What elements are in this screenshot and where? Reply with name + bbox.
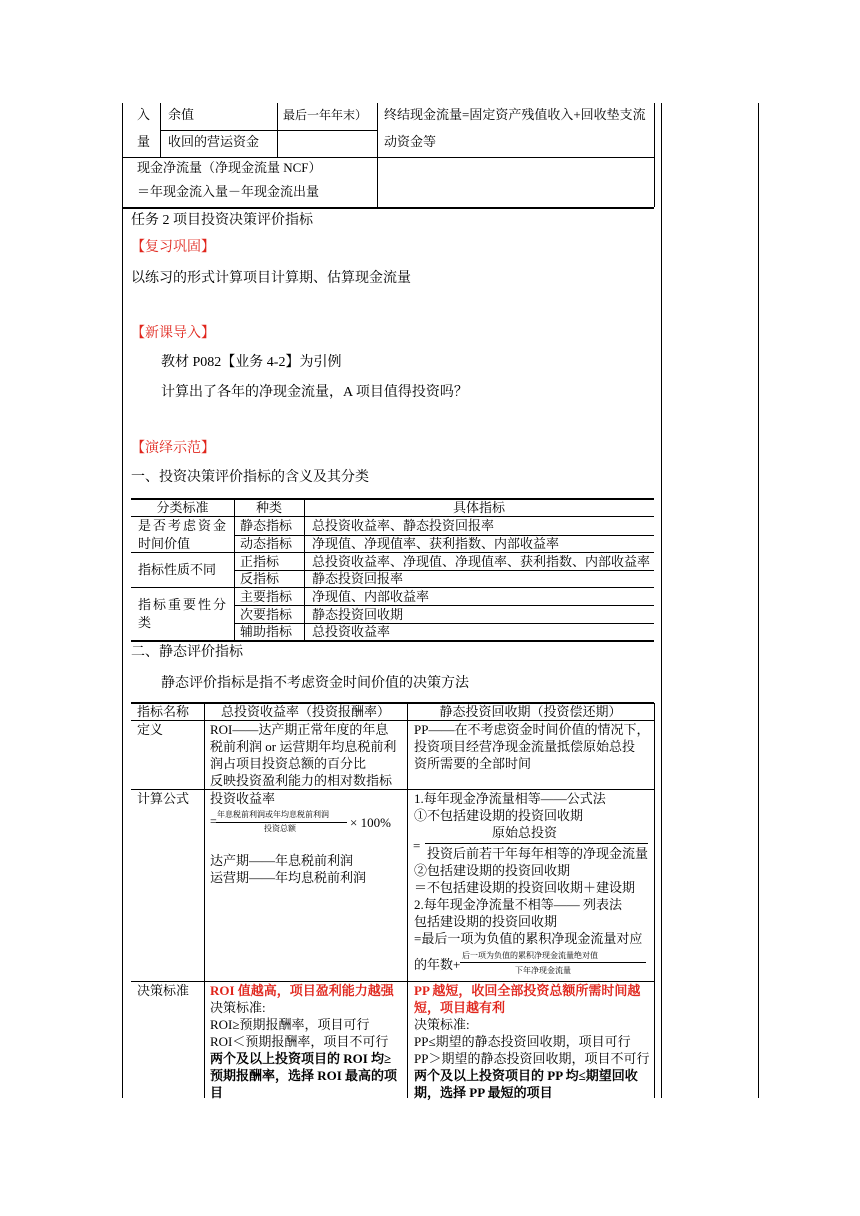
residual-value-label: 余值 [168,107,195,122]
pp-fraction-bar [425,843,648,844]
roi-formula-title: 投资收益率 [210,791,276,806]
pp-formula-2: ①不包括建设期的投资回收期 [414,808,584,823]
terminal-cashflow-text-2: 动资金等 [384,134,437,149]
roi-std-bold-1: 两个及以上投资项目的 ROI 均≥ [210,1051,392,1066]
roi-std-emphasis: ROI 值越高，项目盈利能力越强 [210,983,394,998]
class-table-row-line [234,605,654,606]
outer-right-border [758,103,759,1098]
class-ind-secondary: 静态投资回收期 [312,607,404,622]
intro-title: 【新课导入】 [131,326,215,341]
pp-std-emphasis-1: PP 越短，收回全部投资总额所需时间越 [414,983,641,998]
class-type-static: 静态指标 [240,518,293,533]
class-group-time-value: 是否考虑资金 [138,518,229,533]
class-header-criterion: 分类标准 [156,500,209,515]
class-table-row-line [234,623,654,624]
outer-left-border [122,103,123,1098]
pp-formula-5: ＝不包括建设期的投资回收期＋建设期 [414,880,636,895]
top-table-row-line [160,130,377,131]
pp-formula-7: 包括建设期的投资回收期 [414,914,558,929]
working-capital-label: 收回的营运资金 [168,134,260,149]
pp-formula-9-prefix: 的年数+ [414,957,461,972]
class-ind-auxiliary: 总投资收益率 [312,624,391,639]
roi-std-bold-3: 目 [210,1085,224,1100]
pp-std-bold-2: 期，选择 PP 最短的项目 [414,1085,553,1100]
class-type-dynamic: 动态指标 [240,536,293,551]
intro-text-2: 计算出了各年的净现金流量，A 项目值得投资吗？ [161,385,468,400]
pp-formula-3-eq: = [413,838,421,853]
roi-std-bold-2: 预期报酬率，选择 ROI 最高的项 [210,1068,398,1083]
section2-title: 二、静态评价指标 [131,645,243,660]
class-group-importance-2: 类 [138,615,152,630]
top-table-col-line [654,103,655,207]
class-group-nature: 指标性质不同 [138,562,217,577]
class-group-importance: 指标重要性分 [138,597,229,612]
roi-formula-numerator: 年息税前利润或年均息税前利润 [217,810,329,819]
static-table-col-line [204,703,205,1098]
pp-std-emphasis-2: 短，项目越有利 [414,1000,506,1015]
roi-fraction-bar [216,822,347,823]
class-table-row-line [131,516,654,517]
terminal-cashflow-text: 终结现金流量=固定资产残值收入+回收垫支流 [384,107,646,122]
pp-fraction-bar-2 [460,962,646,963]
def-roi-4: 反映投资盈利能力的相对数指标 [210,773,393,788]
section2-desc: 静态评价指标是指不考虑资金时间价值的决策方法 [161,676,469,691]
inflow-char-2: 量 [137,134,151,149]
static-header-roi: 总投资收益率（投资报酬率） [220,704,390,719]
pp-formula-1: 1.每年现金净流量相等——公式法 [414,791,606,806]
timing-label: 最后一年年末） [283,108,368,122]
class-ind-dynamic: 净现值、净现值率、获利指数、内部收益率 [312,536,560,551]
task-heading: 任务 2 项目投资决策评价指标 [131,213,313,228]
class-table-col-line [234,499,235,641]
roi-std-1: 决策标准: [210,1000,266,1015]
pp-formula-9-denominator: 下年净现金流量 [515,966,571,975]
inflow-char-1: 入 [137,107,151,122]
static-table-row-line [131,789,654,790]
static-header-name: 指标名称 [137,704,190,719]
top-table-col-line [277,103,278,157]
demo-title: 【演绎示范】 [131,441,215,456]
class-table-row-line [234,570,654,571]
pp-formula-9-numerator: 后一项为负值的累积净现金流量绝对值 [462,951,598,960]
class-table-row-line [131,587,654,588]
roi-std-3: ROI＜预期报酬率，项目不可行 [210,1034,389,1049]
pp-formula-4: ②包括建设期的投资回收期 [414,863,571,878]
class-ind-static: 总投资收益率、静态投资回报率 [312,518,495,533]
static-table-col-line [407,703,408,1098]
class-header-indicators: 具体指标 [452,500,505,515]
class-type-main: 主要指标 [240,589,293,604]
top-table-col-line [160,103,161,157]
roi-std-2: ROI≥预期报酬率，项目可行 [210,1017,370,1032]
static-table-col-line [654,703,655,1098]
roi-formula-note-1: 达产期——年息税前利润 [210,853,354,868]
top-table-row-line [122,157,654,158]
ncf-formula: ＝年现金流入量－年现金流出量 [137,184,320,199]
def-roi-1: ROI——达产期正常年度的年息 [210,722,389,737]
class-group-time-value-2: 时间价值 [138,536,191,551]
review-title: 【复习巩固】 [131,240,215,255]
section1-title: 一、投资决策评价指标的含义及其分类 [131,470,369,485]
class-type-auxiliary: 辅助指标 [240,624,293,639]
static-table-row-line [131,720,654,721]
def-pp-1: PP——在不考虑资金时间价值的情况下， [414,722,650,737]
static-header-pp: 静态投资回收期（投资偿还期） [439,704,622,719]
std-label: 决策标准 [137,983,190,998]
intro-text-1: 教材 P082【业务 4-2】为引例 [161,355,342,370]
class-ind-main: 净现值、内部收益率 [312,589,430,604]
roi-formula-denominator: 投资总额 [264,824,296,833]
def-roi-2: 税前利润 or 运营期年均息税前利 [210,739,397,754]
class-table-col-line [304,499,305,641]
class-type-secondary: 次要指标 [240,607,293,622]
roi-formula-note-2: 运营期——年均息税前利润 [210,870,367,885]
top-table-bottom-line [122,207,654,209]
roi-formula-eq: = [210,814,217,828]
top-table-col-line [377,103,378,207]
class-type-positive: 正指标 [240,554,280,569]
pp-std-bold-1: 两个及以上投资项目的 PP 均≤期望回收 [414,1068,638,1083]
outer-mid-border [661,103,662,1098]
pp-std-2: PP≤期望的静态投资回收期，项目可行 [414,1034,631,1049]
pp-formula-8: =最后一项为负值的累积净现金流量对应 [414,931,643,946]
class-table-row-line [131,552,654,553]
class-type-negative: 反指标 [240,571,280,586]
def-label: 定义 [137,722,164,737]
formula-label: 计算公式 [137,791,190,806]
class-ind-negative: 静态投资回报率 [312,571,404,586]
class-table-bottom-line [131,640,654,642]
pp-formula-6: 2.每年现金净流量不相等—— 列表法 [414,897,623,912]
static-table-row-line [131,981,654,982]
roi-formula-multiplier: × 100% [350,815,391,830]
review-text: 以练习的形式计算项目计算期、估算现金流量 [131,271,411,286]
pp-std-1: 决策标准: [414,1017,470,1032]
pp-formula-3-numerator: 原始总投资 [492,825,558,840]
def-pp-3: 资所需要的全部时间 [414,756,532,771]
pp-std-3: PP＞期望的静态投资回收期，项目不可行 [414,1051,650,1066]
class-ind-positive: 总投资收益率、净现值、净现值率、获利指数、内部收益率 [312,554,651,569]
ncf-label: 现金净流量（净现金流量 NCF） [137,160,322,175]
def-roi-3: 润占项目投资总额的百分比 [210,756,367,771]
def-pp-2: 投资项目经营净现金流量抵偿原始总投 [414,739,636,754]
pp-formula-3-denominator: 投资后前若干年每年相等的净现金流量 [427,846,649,861]
class-header-type: 种类 [255,500,282,515]
